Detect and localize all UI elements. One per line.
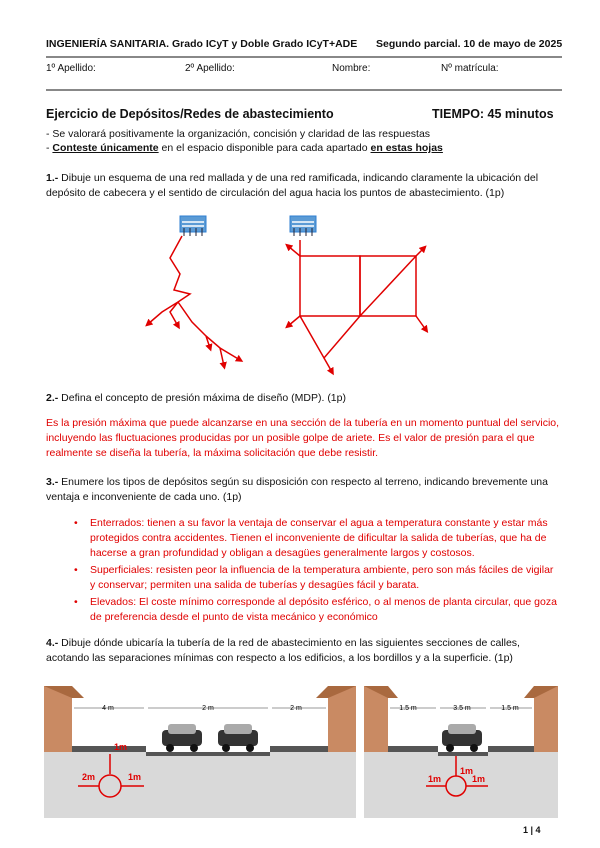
answer-3-item: • Enterrados: tienen a su favor la ventaja de conservar el agua a temperatura constante y estar más protegidos contra accidentes. Tienen el inconveniente de dificultar la salida de tuberías, que ha de hacerse a gran profundidad y obligan a desagües generalmente largos y costosos.	[78, 516, 558, 561]
exercise-time: TIEMPO: 45 minutos	[432, 107, 554, 121]
tank-icon	[180, 216, 206, 236]
note-1: - Se valorará positivamente la organización, concisión y claridad de las respuestas	[46, 128, 431, 140]
ans-depth: 1m	[114, 742, 128, 752]
dim-label-mid: 2 m	[202, 705, 214, 712]
ans-depth: 1m	[460, 766, 474, 776]
ans-left: 2m	[82, 772, 96, 782]
exercise-title: Ejercicio de Depósitos/Redes de abastecimiento	[46, 107, 334, 121]
field-matricula: Nº matrícula:	[441, 63, 499, 74]
field-apellido2: 2º Apellido:	[185, 63, 235, 74]
question-3: 3.- Enumere los tipos de depósitos según su disposición con respecto al terreno, indicando brevemente una ventaja e inconveniente de cada uno. (1p)	[46, 476, 548, 503]
header-rule-bottom	[46, 89, 562, 91]
street-section-right	[364, 686, 558, 818]
dim-label-mid: 3.5 m	[453, 705, 471, 712]
field-apellido1: 1º Apellido:	[46, 63, 96, 74]
dim-label-left: 1.5 m	[399, 705, 417, 712]
answer-2: Es la presión máxima que puede alcanzarse en una sección de la tubería en un momento puntual del servicio, incluyendo las fluctuaciones producidas por un posible golpe de ariete. Es el valor de presión para el que realmente se diseña la tubería, la máxima solicitación que debe resistir.	[46, 417, 560, 459]
note-2: - Conteste únicamente en el espacio disponible para cada apartado en estas hojas	[46, 142, 443, 154]
ans-left: 1m	[428, 774, 442, 784]
looped-network	[288, 240, 426, 372]
exam-title: Segundo parcial. 10 de mayo de 2025	[376, 38, 563, 50]
dim-label-right: 1.5 m	[501, 705, 519, 712]
car-icon	[162, 724, 202, 752]
dim-label-left: 4 m	[102, 705, 114, 712]
answer-3-item: • Superficiales: resisten peor la influencia de la temperatura ambiente, pero son más fáciles de vigilar y conservar; permiten una salida de tuberías y desagües fácil y barata.	[78, 563, 558, 593]
page-number: 1 | 4	[523, 825, 541, 835]
answer-3-list	[62, 516, 558, 627]
answer-3-item: • Elevados: El coste mínimo corresponde al depósito esférico, o al menos de planta circular, que goza de preferencia desde el punto de vista mecánico y económico	[78, 595, 558, 625]
ans-right: 1m	[472, 774, 486, 784]
branched-network	[148, 236, 240, 366]
street-section-left	[44, 686, 356, 818]
tank-icon	[290, 216, 316, 236]
question-1: 1.- Dibuje un esquema de una red mallada y de una red ramificada, indicando claramente la ubicación del depósito de cabecera y el sentido de circulación del agua hacia los puntos de abastecimiento. (1p)	[46, 172, 539, 199]
question-4: 4.- Dibuje dónde ubicaría la tubería de la red de abastecimiento en las siguientes secciones de calles, acotando las separaciones mínimas con respecto a los edificios, a los bordillos y a la superficie. (1p)	[46, 637, 520, 664]
field-nombre: Nombre:	[332, 63, 371, 74]
network-diagrams	[130, 212, 440, 382]
dim-label-right: 2 m	[290, 705, 302, 712]
question-2: 2.- Defina el concepto de presión máxima de diseño (MDP). (1p)	[46, 392, 346, 404]
header-rule-top	[46, 56, 562, 58]
ans-right: 1m	[128, 772, 142, 782]
course-title: INGENIERÍA SANITARIA. Grado ICyT y Doble Grado ICyT+ADE	[46, 38, 358, 50]
car-icon	[442, 724, 482, 752]
car-icon	[218, 724, 258, 752]
